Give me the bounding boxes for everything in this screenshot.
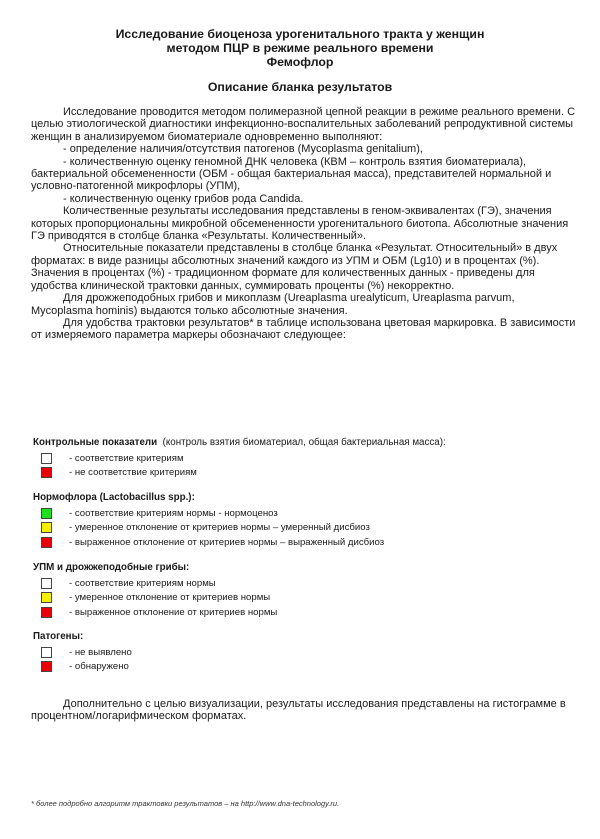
legend-pathogens <box>33 631 132 674</box>
document-subtitle: Описание бланка результатов <box>207 80 393 94</box>
red-marker-icon <box>41 537 52 548</box>
white-marker-icon <box>41 453 52 464</box>
legend-heading <box>33 437 446 448</box>
title-line-2: методом ПЦР в режиме реального времени <box>166 41 434 55</box>
legend-label: - выраженное отклонение от критериев нормы <box>69 606 278 618</box>
legend-label: - соответствие критериям <box>69 452 184 464</box>
paragraph: Для дрожжеподобных грибов и микоплазм (Ureaplasma urealyticum, Ureaplasma parvum, Mycoplasma hominis) выдаются только абсолютные значения. <box>31 292 515 317</box>
closing-text: Дополнительно с целью визуализации, результаты исследования представлены на гистограмме в процентном/логарифмическом форматах. <box>31 698 566 723</box>
title-line-3: Фемофлор <box>266 55 334 69</box>
legend-row <box>33 506 384 521</box>
green-marker-icon <box>41 508 52 519</box>
white-marker-icon <box>41 647 52 658</box>
legend-normoflora <box>33 492 384 550</box>
bullet-item: - количественную оценку геномной ДНК человека (КВМ – контроль взятия биоматериала), бактериальной обсемененности (ОБМ - общая бактериальная масса), представителей нормальной и условно-патогенной микрофлоры (УПМ), <box>31 155 552 193</box>
legend-label: - обнаружено <box>69 661 129 673</box>
legend-label: - выраженное отклонение от критериев нормы – выраженный дисбиоз <box>69 536 385 548</box>
legend-label: - умеренное отклонение от критериев нормы – умеренный дисбиоз <box>69 522 370 534</box>
bullet-item: - определение наличия/отсутствия патогенов (Mycoplasma genitalium), <box>63 143 423 156</box>
red-marker-icon <box>41 661 52 672</box>
red-marker-icon <box>41 607 52 618</box>
paragraph: Исследование проводится методом полимеразной цепной реакции в режиме реального времени. С целью этиологической диагностики инфекционно-воспалительных заболеваний репродуктивной системы женщин в анализируемом биоматериале одновременно выполняют: <box>31 106 576 143</box>
legend-title: УПМ и дрожжеподобные грибы: <box>33 562 190 573</box>
paragraph: Относительные показатели представлены в столбце бланка «Результат. Относительный» в двух форматах: в виде разницы абсолютных значений каждого из УПМ и ОБМ (Lg10) и в процентах (%). Значения в процентах (%) - традиционном формате для количественных данных - приведены для удобства клинической трактовки данных, суммировать проценты (%) некорректно. <box>31 242 558 292</box>
document-title <box>0 27 600 69</box>
legend-label: - умеренное отклонение от критериев нормы <box>69 592 271 604</box>
legend-note: (контроль взятия биоматериал, общая бактериальная масса): <box>162 437 446 448</box>
legend-title: Нормофлора (Lactobacillus spp.): <box>33 492 195 503</box>
legend-upm <box>33 562 277 620</box>
legend-label: - не соответствие критериям <box>69 467 197 479</box>
legend-row <box>33 645 132 660</box>
legend-row <box>33 451 446 466</box>
legend-control <box>33 437 446 480</box>
legend-label: - соответствие критериям нормы - нормоценоз <box>69 507 278 519</box>
legend-row <box>33 576 277 591</box>
bullet-item: - количественную оценку грибов рода Candida. <box>63 192 304 205</box>
yellow-marker-icon <box>41 592 52 603</box>
legend-row <box>33 605 277 620</box>
paragraph: Количественные результаты исследования представлены в геном-эквивалентах (ГЭ), значения которых пропорциональны микробной обсемененности урогенитального биотопа. Абсолютные значения ГЭ приводятся в столбце бланка «Результаты. Количественный». <box>31 205 569 243</box>
yellow-marker-icon <box>41 522 52 533</box>
footnote: * более подробно алгоритм трактовки результатов – на http://www.dna-technology.ru. <box>31 799 340 808</box>
legend-row <box>33 535 384 550</box>
white-marker-icon <box>41 578 52 589</box>
closing-paragraph <box>31 698 576 723</box>
legend-row <box>33 521 384 536</box>
title-line-1: Исследование биоценоза урогенитального тракта у женщин <box>115 27 485 41</box>
legend-row <box>33 660 132 675</box>
legend-title: Контрольные показатели <box>33 437 158 448</box>
legend-label: - соответствие критериям нормы <box>69 577 216 589</box>
legend-label: - не выявлено <box>69 646 132 658</box>
description-body <box>31 106 576 342</box>
red-marker-icon <box>41 467 52 478</box>
legend-title: Патогены: <box>33 631 84 642</box>
paragraph: Для удобства трактовки результатов* в таблице использована цветовая маркировка. В зависимости от измеряемого параметра маркеры обозначают следующее: <box>31 316 576 342</box>
legend-row <box>33 466 446 481</box>
legend-row <box>33 591 277 606</box>
